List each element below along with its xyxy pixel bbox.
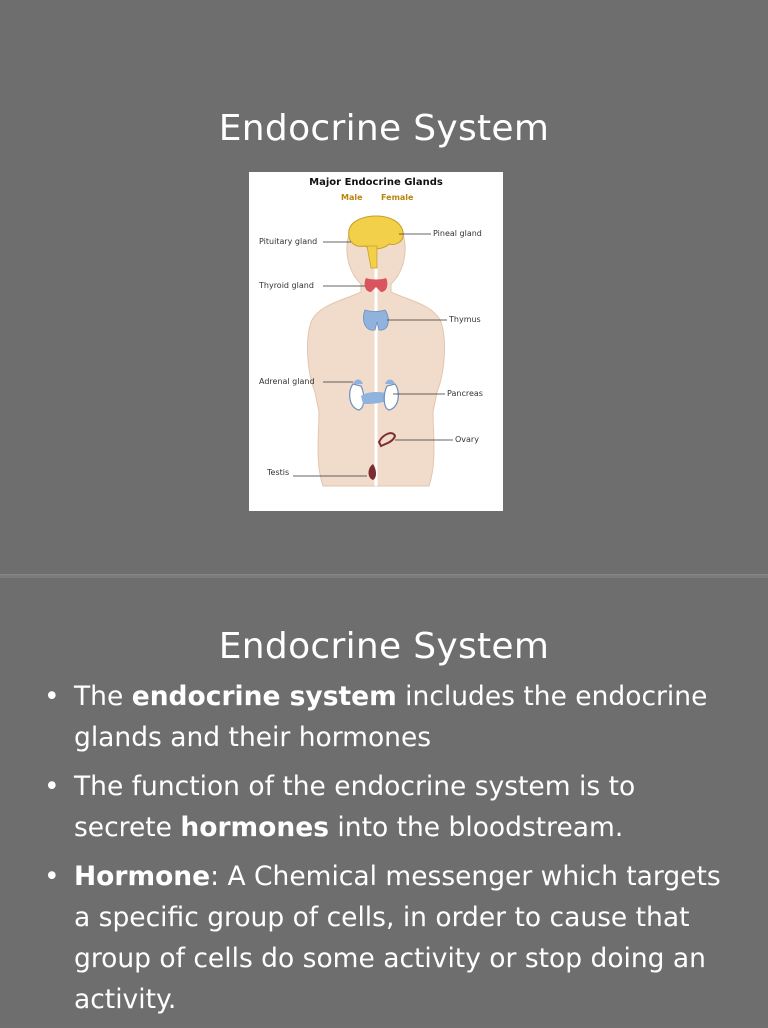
- label-pineal: Pineal gland: [433, 229, 482, 238]
- label-adrenal: Adrenal gland: [259, 377, 315, 386]
- endocrine-glands-figure: [249, 172, 503, 511]
- bullet-item: • The function of the endocrine system is to secrete hormones into the bloodstream.: [40, 766, 740, 848]
- bullet-dot-icon: •: [44, 771, 60, 802]
- body-illustration: [249, 172, 503, 511]
- label-pancreas: Pancreas: [447, 389, 483, 398]
- slide-2: [0, 578, 768, 1024]
- bullet-dot-icon: •: [44, 861, 60, 892]
- thymus-shape: [363, 310, 388, 330]
- slide-title: Endocrine System: [218, 108, 550, 149]
- label-ovary: Ovary: [455, 435, 479, 444]
- label-pituitary: Pituitary gland: [259, 237, 318, 246]
- label-thymus: Thymus: [449, 315, 481, 324]
- bullet-list: [40, 676, 740, 1028]
- brain-shape: [349, 216, 404, 249]
- label-testis: Testis: [267, 468, 290, 477]
- bullet-item: • Hormone: A Chemical messenger which targets a specific group of cells, in order to cause that group of cells do some activity or stop doing an activity.: [40, 856, 740, 1020]
- legend-female: Female: [381, 193, 414, 202]
- legend-male: Male: [341, 193, 363, 202]
- figure-title: Major Endocrine Glands: [309, 177, 443, 188]
- bullet-dot-icon: •: [44, 681, 60, 712]
- slide-title: Endocrine System: [218, 626, 550, 667]
- bullet-item: • The endocrine system includes the endocrine glands and their hormones: [40, 676, 740, 758]
- label-thyroid: Thyroid gland: [259, 281, 314, 290]
